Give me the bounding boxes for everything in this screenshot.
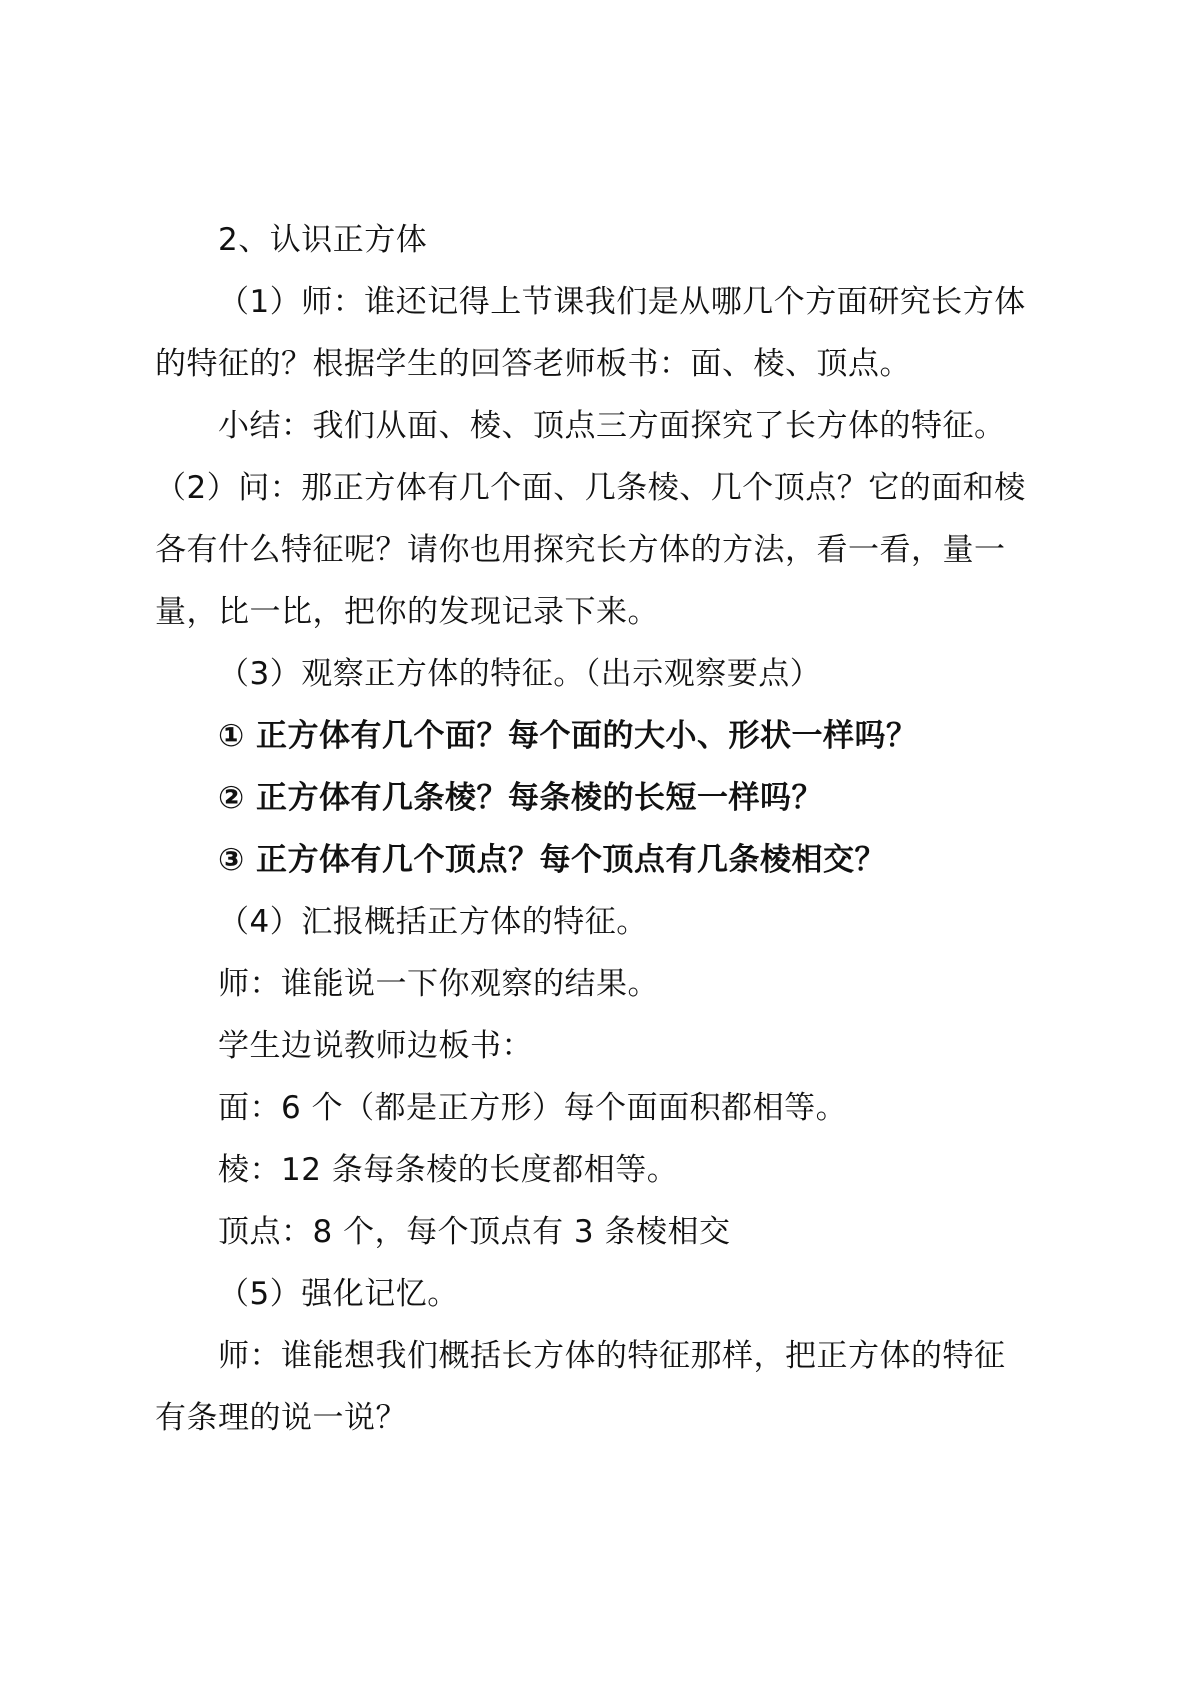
- board-note-vertices: 顶点：8 个，每个顶点有 3 条棱相交: [218, 1214, 731, 1250]
- board-note-faces: 面：6 个（都是正方形）每个面面积都相等。: [218, 1090, 848, 1126]
- paragraph-line: 学生边说教师边板书：: [218, 1028, 533, 1064]
- paragraph-line: 师：谁能想我们概括长方体的特征那样，把正方体的特征: [218, 1338, 1006, 1374]
- document-body: [155, 209, 1055, 1449]
- observation-point-2: ② 正方体有几条棱？每条棱的长短一样吗？: [218, 780, 824, 816]
- section-heading: 2、认识正方体: [218, 222, 428, 258]
- paragraph-line: （5）强化记忆。: [218, 1276, 459, 1312]
- paragraph-line: 的特征的？根据学生的回答老师板书：面、棱、顶点。: [155, 346, 911, 382]
- paragraph-line: 师：谁能说一下你观察的结果。: [218, 966, 659, 1002]
- paragraph-line: 有条理的说一说？: [155, 1400, 407, 1436]
- observation-point-3: ③ 正方体有几个顶点？每个顶点有几条棱相交？: [218, 842, 887, 878]
- paragraph-line: 量，比一比，把你的发现记录下来。: [155, 594, 659, 630]
- paragraph-line: （1）师：谁还记得上节课我们是从哪几个方面研究长方体: [218, 284, 1026, 320]
- paragraph-line: 各有什么特征呢？请你也用探究长方体的方法，看一看，量一: [155, 532, 1006, 568]
- paragraph-line: （4）汇报概括正方体的特征。: [218, 904, 648, 940]
- paragraph-line: （3）观察正方体的特征。（出示观察要点）: [218, 656, 822, 692]
- board-note-edges: 棱：12 条每条棱的长度都相等。: [218, 1152, 679, 1188]
- paragraph-line: 小结：我们从面、棱、顶点三方面探究了长方体的特征。: [218, 408, 1006, 444]
- observation-point-1: ① 正方体有几个面？每个面的大小、形状一样吗？: [218, 718, 918, 754]
- paragraph-line: （2）问：那正方体有几个面、几条棱、几个顶点？它的面和棱: [155, 470, 1026, 506]
